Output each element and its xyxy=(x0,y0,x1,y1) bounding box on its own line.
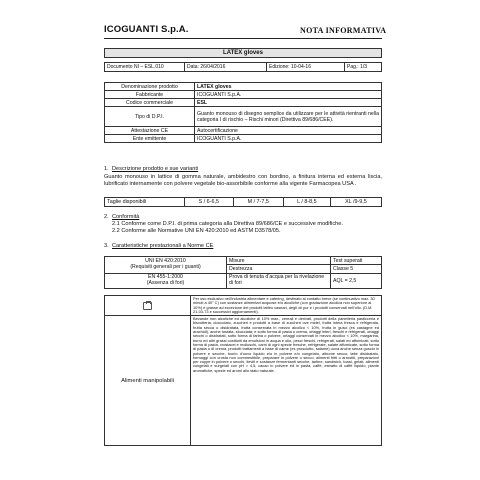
section-number: 1. xyxy=(104,166,109,172)
food-list-text: Bevande non alcoliche ed alcoliche di 10% max., cereali e derivati, prodotti della panetteria pasticceria e biscotteria, cioccolato, zuccheri e prodotti a base di zuccheri ove midei, frutta intera fresca e refrigerata, frutta secca o disidratata, frutta conservata in mezzo alcolico < 10%, frutta in gusci (es castagne ed arachidi), anche tostata, sbucciata; e sotto forma di pasta o crema, ortaggi interi, freschi e refrigerati, ortaggi secchi o disidratati, sotto forma di farina o polvere, ortaggi conservati in mezzo alcolico < 10%, margarina, burro ed altri grassi costituiti da emulsioni in acqua e olio, pesci freschi, refrigerati, salati ed affumicati, sotto forma di pasta, crostacei e molluschi, carni di ogni specie fresche, refrigerate, salate affumicate, sotto forma di pasta o di crema, prodotti trattamenti a base di carne (es prosciutto, salame) uova anche senza guscio in polvere e secche, tuorlo d’uovo liquido e/o in polvere e/o congelato, albume secco, latte disidratato, formaggi con crosta non commestibile, preparare in polvere o secco, alimenti fritti o arrostiti, preparazioni per cuppe in polvere o secchi, lieviti e sostanze fermentanti secche, tartine, sandwich, toast, gelati, alimenti congelati e surgelati con pH > 4,5, cacao in polvere ed in pasta, caffè, estratto di caffè liquido, piante aromatiche, spezie ed aromi allo stato naturale. xyxy=(191,316,382,446)
section-title: Descrizione prodotto e sue varianti xyxy=(112,166,199,172)
ident-key: Denominazione prodotto xyxy=(105,83,195,91)
header-rule xyxy=(104,38,382,39)
dexterity-class: Classe 5 xyxy=(331,265,382,274)
ident-key: Fabbricante xyxy=(105,91,195,99)
section-3-heading xyxy=(104,243,213,249)
document-kind: NOTA INFORMATIVA xyxy=(300,26,387,35)
ident-value: ESL xyxy=(195,99,382,107)
measures-header: Misure xyxy=(227,257,331,265)
standard-code: EN 455-1:2000 xyxy=(148,274,183,281)
ident-value: ICOGUANTI S.p.A. xyxy=(195,91,382,99)
ident-key: Ente emittente xyxy=(105,135,195,143)
aql-value: AQL = 2,5 xyxy=(331,274,382,289)
ident-key: Attestazione CE xyxy=(105,127,195,135)
section-1-heading xyxy=(104,166,198,172)
size-value: M / 7-7,5 xyxy=(233,198,283,207)
section-2-heading xyxy=(104,214,139,220)
ident-value: ICOGUANTI S.p.A. xyxy=(195,135,382,143)
bottle-icon xyxy=(143,302,152,310)
ident-value: LATEX gloves xyxy=(195,83,382,91)
performance-table xyxy=(104,256,382,289)
standard-description: (Assenza di fori) xyxy=(146,280,185,286)
sizes-table xyxy=(104,197,382,207)
standard-en420 xyxy=(105,257,227,274)
ident-key: Tipo di D.P.I. xyxy=(105,107,195,127)
size-value: XL /9-9,5 xyxy=(330,198,381,207)
ident-key: Codice commerciale xyxy=(105,99,195,107)
document-meta-table xyxy=(104,62,382,72)
standard-en455 xyxy=(105,274,227,289)
document-edition: Edizione: 10-04-16 xyxy=(267,63,345,72)
section-number: 3. xyxy=(104,243,109,249)
food-label: Alimenti manipolabili xyxy=(105,316,191,446)
water-test-label: Prova di tenuta d’acqua per la rivelazione di fori xyxy=(227,274,331,289)
section-title: Conformità xyxy=(112,214,140,220)
product-title: LATEX gloves xyxy=(104,48,382,58)
section-number: 2. xyxy=(104,214,109,220)
food-usage-text: Per uso esclusivo nell’industria alimentare e catering, destinato al contatto breve (se continuativo max. 30 minuti a 40° C) con sostanze alimentari acquose e/o alcoliche (con gradazione alcolica non superiore al 10%) e grasse ad eccezione dei prodotti latteo caseari, degli oli pur e i prodotti conservati nell’olio. (D.M. 21-03-73 e successivi aggiornamenti). xyxy=(191,296,382,316)
size-value: L / 8-8,5 xyxy=(283,198,330,207)
section-title: Caratteristiche prestazionali a Norme CE xyxy=(112,243,214,249)
dexterity-label: Destrezza xyxy=(227,265,331,274)
tests-header: Test superati xyxy=(331,257,382,265)
food-contact-table xyxy=(104,295,382,446)
ident-value: Autocertificazione xyxy=(195,127,382,135)
section-1-text: Guanto monouso in lattice di gomma naturale, ambidestro con bordino, a finitura interna ed esterna liscia, lubrificato internamente con polvere vegetale bio-assorbibile conforme alla vigente Farmacopea USA . xyxy=(104,174,382,187)
sizes-label: Taglie disponibili xyxy=(105,198,185,207)
size-value: S / 6-6,5 xyxy=(185,198,234,207)
document-page-number: Pag.: 1/3 xyxy=(345,63,382,72)
standard-code: UNI EN 420:2010 xyxy=(145,258,186,265)
conformity-line-2: 2.2 Conforme alle Normative UNI EN 420:2010 ed ASTM D3578/05. xyxy=(112,228,281,234)
conformity-line-1: 2.1 Conforme come D.P.I. di prima categoria alla Direttiva 89/686/CE e successive modifiche. xyxy=(112,221,343,227)
food-icon-cell xyxy=(105,296,191,316)
document-date: Data: 26/04/2016 xyxy=(185,63,267,72)
document-number: Documento NI – ESL.010 xyxy=(105,63,185,72)
company-name: ICOGUANTI S.p.A. xyxy=(104,24,189,35)
standard-description: (Requisiti generali per i guanti) xyxy=(130,264,201,270)
ident-value: Guanto monouso di disegno semplice da utilizzare per le attività rientranti nella categoria I di rischio – Rischi minori (Direttiva 89/686/CEE). xyxy=(195,107,382,127)
product-identification-table xyxy=(104,82,382,143)
